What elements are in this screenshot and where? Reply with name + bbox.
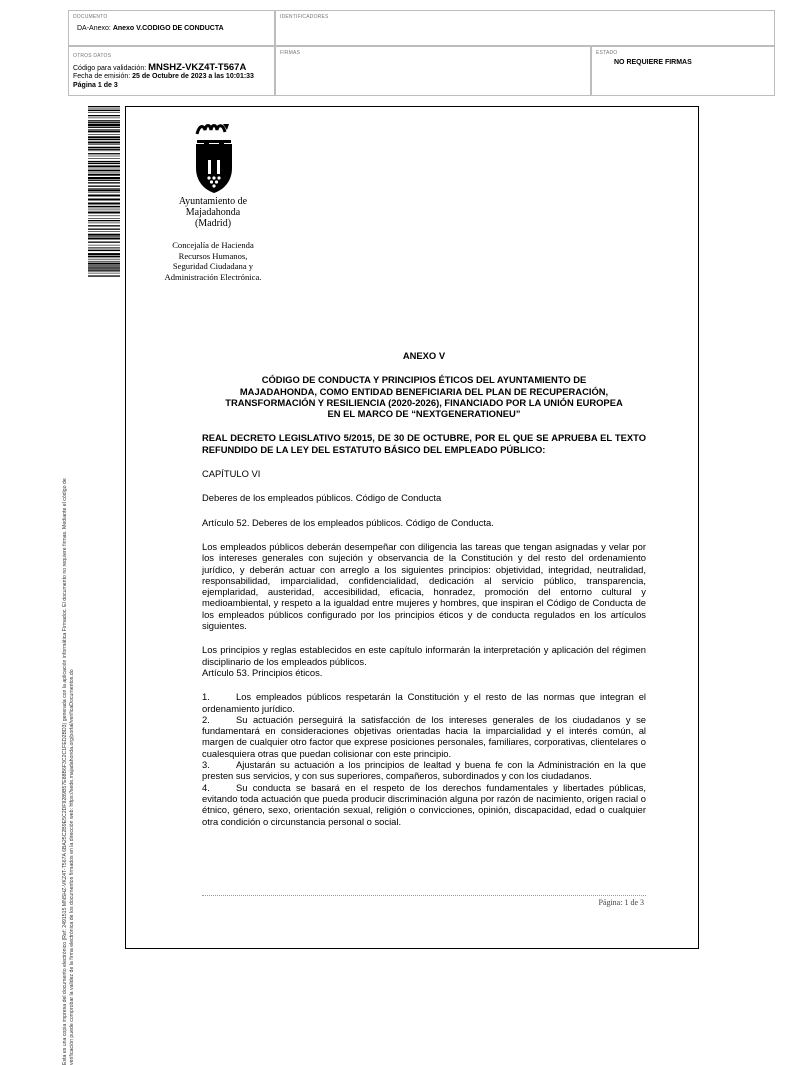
list-item-text: Su conducta se basará en el respeto de los derechos fundamentales y libertades públicas, evitando toda actuación que pueda producir discriminación alguna por razón de nacimiento, origen racial o étnico, género, sexo, orientación sexual, religión o convicciones, opinión, discapacidad, edad o cualquier otra condición o circunstancia personal o social. [202,781,646,827]
barcode-bar [88,120,120,121]
barcode-bar [88,249,120,250]
list-item-text: Los empleados públicos respetarán la Constitución y el resto de las normas que integran el ordenamiento jurídico. [202,691,646,714]
barcode-bar [88,261,120,262]
barcode-bar [88,139,120,140]
barcode-bar [88,260,120,261]
list-item [202,691,646,714]
barcode-bar [88,229,120,230]
list-item-number: 2. [202,713,210,725]
annex-heading: ANEXO V [402,350,446,361]
document-body [202,350,646,827]
barcode-bar [88,177,120,179]
barcode-bar [88,270,120,271]
barcode-bar [88,149,120,150]
barcode-bar [88,225,120,226]
barcode-bar [88,234,120,236]
barcode-bar [88,206,120,207]
barcode [88,106,120,278]
barcode-bar [88,186,120,187]
decree-heading: REAL DECRETO LEGISLATIVO 5/2015, DE 30 DE OCTUBRE, POR EL QUE SE APRUEBA EL TEXTO REFUNDIDO DE LA LEY DEL ESTATUTO BÁSICO DEL EMPLEADO PÚBLICO: [202,432,646,455]
paragraph-2: Los principios y reglas establecidos en este capítulo informarán la interpretación y aplicación del régimen disciplinario de los empleados públicos. [202,644,646,667]
barcode-bar [88,275,120,276]
barcode-bar [88,118,120,119]
barcode-bar [88,231,120,232]
estado-value: NO REQUIERE FIRMAS [614,59,692,66]
barcode-bar [88,258,120,259]
barcode-bar [88,203,120,205]
list-item-number: 4. [202,781,210,793]
barcode-bar [88,151,120,152]
article-53-heading: Artículo 53. Principios éticos. [202,666,323,678]
chapter-heading: CAPÍTULO VI [202,468,261,480]
footer-divider [202,895,646,896]
documento-value [77,25,224,32]
header-firmas-box [275,46,591,96]
barcode-bar [88,253,120,255]
paragraph-1: Los empleados públicos deberán desempeñar con diligencia las tareas que tengan asignadas y velar por los intereses generales con sujeción y observancia de la Constitución y del resto del ordenamiento jurídico, y deberán actuar con arreglo a los siguientes principios: objetividad, integridad, neutralidad, responsabilidad, imparcialidad, confidencialidad, dedicación al servicio público, transparencia, ejemplaridad, austeridad, accesibilidad, eficacia, honradez, promoción del entorno cultural y medioambiental, y respeto a la igualdad entre mujeres y hombres, que inspiran el Código de Conducta de los empleados públicos configurado por los principios éticos y de conducta regulados en los artículos siguientes. [202,540,646,632]
fecha-label: Fecha de emisión: [73,73,131,80]
barcode-bar [88,127,120,128]
header-documento-box [68,10,275,46]
barcode-bar [88,174,120,176]
barcode-bar [88,169,120,170]
department-line-2: Recursos Humanos, [178,250,248,261]
barcode-bar [88,156,120,157]
barcode-bar [88,216,120,217]
barcode-bar [88,163,120,164]
footer-page-number: Página: 1 de 3 [598,898,644,907]
barcode-bar [88,124,120,126]
list-item-number: 1. [202,691,210,703]
barcode-bar [88,192,120,193]
majadahonda-coat-of-arms-logo [193,120,235,194]
article-52-heading: Artículo 52. Deberes de los empleados públicos. Código de Conducta. [202,516,494,528]
documento-prefix: DA-Anexo: [77,25,111,32]
barcode-bar [88,122,120,123]
barcode-bar [88,110,120,111]
list-item [202,714,646,759]
barcode-bar [88,112,120,113]
document-title: CÓDIGO DE CONDUCTA Y PRINCIPIOS ÉTICOS DEL AYUNTAMIENTO DE MAJADAHONDA, COMO ENTIDAD BENEFICIARIA DEL PLAN DE RECUPERACIÓN, TRANSFORMACIÓN Y RESILIENCIA (2020-2026), FINANCIADO POR LA UNIÓN EUROPEA EN EL MARCO DE “NEXTGENERATIONEU” [225,374,623,420]
side-verification-text [62,225,88,1065]
barcode-bar [88,189,120,191]
ayuntamiento-line-3: (Madrid) [194,218,232,229]
barcode-bar [88,245,120,246]
barcode-bar [88,218,120,219]
barcode-bar [88,223,120,224]
barcode-bar [88,109,120,110]
barcode-bar [88,129,120,130]
barcode-bar [88,250,120,251]
pagina-info: Página 1 de 3 [73,82,118,89]
list-item [202,759,646,782]
barcode-bar [88,115,120,116]
department-line-3: Seguridad Ciudadana y [172,261,254,272]
barcode-bar [88,144,120,145]
ayuntamiento-line-2: Majadahonda [185,207,241,218]
barcode-bar [88,170,120,171]
fecha-value: 25 de Octubre de 2023 a las 10:01:33 [132,73,254,80]
barcode-bar [88,266,120,267]
list-item-text: Su actuación perseguirá la satisfacción de los intereses generales de los ciudadanos y se fundamentará en consideraciones objetivas orientadas hacia la imparcialidad y el interés común, al margen de cualquier otro factor que exprese posiciones personales, familiares, corporativas, clientelares o cualesquiera otras que puedan colisionar con este principio. [202,713,646,759]
barcode-bar [88,130,120,132]
barcode-bar [88,106,120,107]
barcode-bar [88,188,120,189]
barcode-bar [88,172,120,173]
barcode-bar [88,273,120,274]
barcode-bar [88,212,120,214]
estado-label: ESTADO [596,50,618,56]
barcode-bar [88,265,120,266]
barcode-bar [88,158,120,159]
barcode-bar [88,161,120,162]
department-line-4: Administración Electrónica. [164,271,262,282]
list-item-text: Ajustarán su actuación a los principios de lealtad y buena fe con la Administración en la que presten sus servicios, y con sus superiores, compañeros, subordinados y con los ciudadanos. [202,759,646,782]
barcode-bar [88,182,120,183]
header-otros-datos-box [68,46,275,96]
department-name [150,240,276,282]
barcode-bar [88,199,120,201]
barcode-bar [88,220,120,221]
barcode-bar [88,242,120,243]
barcode-bar [88,134,120,135]
codigo-label: Código para validación: [73,65,147,72]
documento-label: DOCUMENTO [73,14,108,20]
barcode-bar [88,195,120,197]
list-item [202,782,646,827]
ayuntamiento-line-1: Ayuntamiento de [178,196,248,207]
documento-name: Anexo V.CODIGO DE CONDUCTA [112,25,224,32]
barcode-bar [88,263,120,265]
chapter-title: Deberes de los empleados públicos. Código de Conducta [202,492,442,504]
side-text-line-2: verificación puede comprobar la validez de la firma electrónica de los documentos firmados en la dirección web: https://sede.majadahonda.org/portal/verificaDocumentos.do [69,669,75,1065]
identificadores-label: IDENTIFICADORES [280,14,329,20]
barcode-bar [88,247,120,248]
department-line-1: Concejalía de Hacienda [172,240,254,250]
codigo-validacion [73,62,246,73]
barcode-bar [88,180,120,181]
list-item-number: 3. [202,759,210,771]
barcode-bar [88,142,120,144]
barcode-bar [88,268,120,269]
fecha-emision [73,73,254,80]
barcode-bar [88,153,120,154]
barcode-bar [88,147,120,148]
side-text-line-1: Esta es una copia impresa del documento electrónico (Ref: 2491515 MNSHZ-VKZ4T-T567A 6BA25C2B9E5C2DF9289B57E88B6F3C2C1FED2BD3) generada con la aplicación informática Firmadoc. El documento no requiere firmas. Mediante el código de [62,478,68,1065]
barcode-bar [88,236,120,237]
barcode-bar [88,210,120,211]
otros-datos-label: OTROS DATOS [73,53,112,59]
barcode-bar [88,208,120,209]
barcode-bar [88,165,120,167]
codigo-value: MNSHZ-VKZ4T-T567A [148,62,247,73]
ayuntamiento-name [150,196,276,229]
firmas-label: FIRMAS [280,50,301,56]
barcode-bar [88,136,120,138]
barcode-bar [88,238,120,240]
header-estado-box [591,46,775,96]
header-identificadores-box [275,10,775,46]
barcode-bar [88,256,120,257]
